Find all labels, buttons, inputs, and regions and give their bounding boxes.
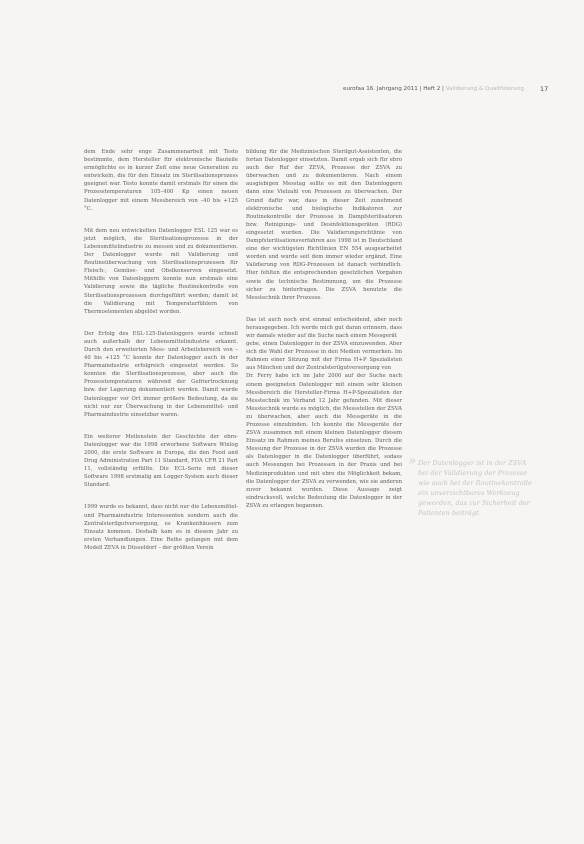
paragraph: dem Ende sehr enge Zusammenarbeit mit Testo bestimmte, dem Hersteller für elektronische Bauteile ermöglichte es in kurzer Zeit eine neue Generation zu entwickeln, die für den Einsatz im Sterilisationsprozess geeignet war. Testo konnte damit erstmals für einen die Prozesstemperaturen 105–400 Kp einen neuen Datenlogger mit einem Messbereich von –40 bis +125 °C. [84,149,238,212]
paragraph: bildung für die Medizinischen Sterilgut-Assistenten, die fortan Datenlogger einsetzten. Damit ergab sich für ebro auch der Ruf der ZEVA, Prozesse der ZSVA zu überwachen und zu dokumentieren. Nach einem ausgiebigen Messtag sollte es mit den Datenloggern dann eine Vielzahl von Prozessen zu überwachen. Der Grund dafür war, dass in dieser Zeit zunehmend elektronische und biologische Indikatoren zur Routinekontrolle der Prozesse in Dampfsterilisatoren bzw. Reinigungs- und Desinfektionsgeräten (RDG) eingesetzt wurden. Die Validierungsrichtlinie von Dampfsterilisationsverfahren aus 1998 ist in Deutschland eine der wichtigsten Richtlinien EN 554 ausgearbeitet worden und wurde seit dem immer wieder ergänzt. Eine Validierung von RDG-Prozessen ist danach verbindlich. Hier fehlten die entsprechenden gesetzlichen Vorgaben sowie die technische Bestimmung, um die Prozesse sicher zu hinterfragen. Die ZSVA benutzte die Messtechnik ihrer Prozesse. [246,149,402,301]
paragraph: 1999 wurde es bekannt, dass nicht nur die Lebensmittel- und Pharmaindustrie Interessenten sondern auch die Zentralsterilgutversorgung, es Krankenhäusern zum Einsatz kommen. Deshalb kam es in diesem Jahr zu ersten Verhandlungen. Eine Reihe gelungen mit dem Modell ZEVA in Düsseldorf – der größten Verein [84,504,238,551]
paragraph: Der Erfolg des ESL-125-Datenloggers wurde schnell auch außerhalb der Lebensmittelindustrie erkannt. Durch den erweiterten Mess- und Arbeitsbereich von –40 bis +125 °C konnte der Datenlogger auch in der Pharmaindustrie erfolgreich eingesetzt werden. So konnten die Sterilisationsprozesse, aber auch die Prozesstemperaturen während der Gefriertrocknung bzw. der Lagerung dokumentiert werden. Damit wurde Datenlogger vor Ort immer größere Bedeutung, da sie nicht nur zur Überwachung in der Lebensmittel- und Pharmaindustrie einsetzbar waren. [84,330,238,418]
right-column [246,148,402,524]
pull-quote-text: Der Datenlogger ist in der ZSVA bei der Validierung der Prozesse wie auch bei der Routinekontrolle ein unverzichtbares Werkzeug geworden, das zur Sicherheit der Patienten beiträgt. [418,459,532,517]
paragraph: Ein weiterer Meilenstein der Geschichte der ebro-Datenlogger war die 1998 erworbene Software Winlog 2000, die erste Software in Europa, die den Food and Drug Administration Part 11 Standard, FDA CFR 21 Part 11, vollständig erfüllte. Die ECL-Serie mit dieser Software 1998 erstmalig am Logger-System auch dieser Standard. [84,433,238,489]
paragraph-wrapped: gebe, einen Datenlogger in der ZSVA einzuwenden. Aber sich die Wahl der Prozesse in den Medien vermerken. Im Rahmen einer Sitzung mit der Firma H+P Spezialisten aus München und der Zentralsterilgutversorgung von [246,341,402,372]
journal-info: eurofaa 16. Jahrgang 2011 | Heft 2 | Validierung & Qualifizierung [343,86,524,92]
quote-mark-icon: » [408,453,417,469]
paragraph: Mit dem neu entwickelten Datenlogger ESL 125 war es jetzt möglich, die Sterilisationsprozesse in der Lebensmittelindustrie zu messen und zu dokumentieren. Der Datenlogger wurde mit Validierung und Routineüberwachung von Sterilisationsprozessen für Fleisch-, Gemüse- und Obstkonserven eingesetzt. Mithilfe von Datenloggern konnte nun erstmals eine Validierung sowie die tägliche Routinekontrolle von Sterilisationsprozessen durchgeführt werden; damit ist die Validierung mit Temperaturfühlern von Thermoelementen abgelöst worden. [84,227,238,315]
pull-quote [408,453,532,518]
left-column [84,148,238,566]
page-number: 17 [540,85,549,93]
paragraph: Das ist auch noch erst einmal entscheidend, aber noch herausgegeben. Ich werde mich gut daran erinnern, dass wir damals wieder auf die Suche nach einem Messgerät [246,316,402,339]
paragraph: Dr. Ferry habe ich im Jahr 2000 auf der Suche nach einem geeigneten Datenlogger mit einem sehr kleinen Messbereich die Hersteller-Firma H+P-Spezialisten der Messtechnik im Verband 12 Jahr gefunden. Mit dieser Messtechnik wurde es möglich, die Messstellen der ZSVA zu überwachen, aber auch die Messgeräte in die Prozesse einzubinden. Ich konnte die Messgeräte der ZSVA zusammen mit einem kleinen Datenlogger diesem Einsatz im Rahmen meines Berufes einsetzen. Durch die Messung der Prozesse in der ZSVA wurden die Prozesse als Datenlogger in die Datenlogger überführt, sodass auch Messungen bei Prozessen in der Praxis und bei Medizinprodukten und mit ebro die Möglichkeit bekam, die Datenlogger der ZSVA zu verwenden, wie sie anderen zuvor bekannt wurden. Diese Aussage zeigt eindrucksvoll, welche Bedeutung die Datenlogger in der ZSVA zu erlangen begannen. [246,373,402,509]
section-title: Validierung & Qualifizierung [445,86,524,92]
